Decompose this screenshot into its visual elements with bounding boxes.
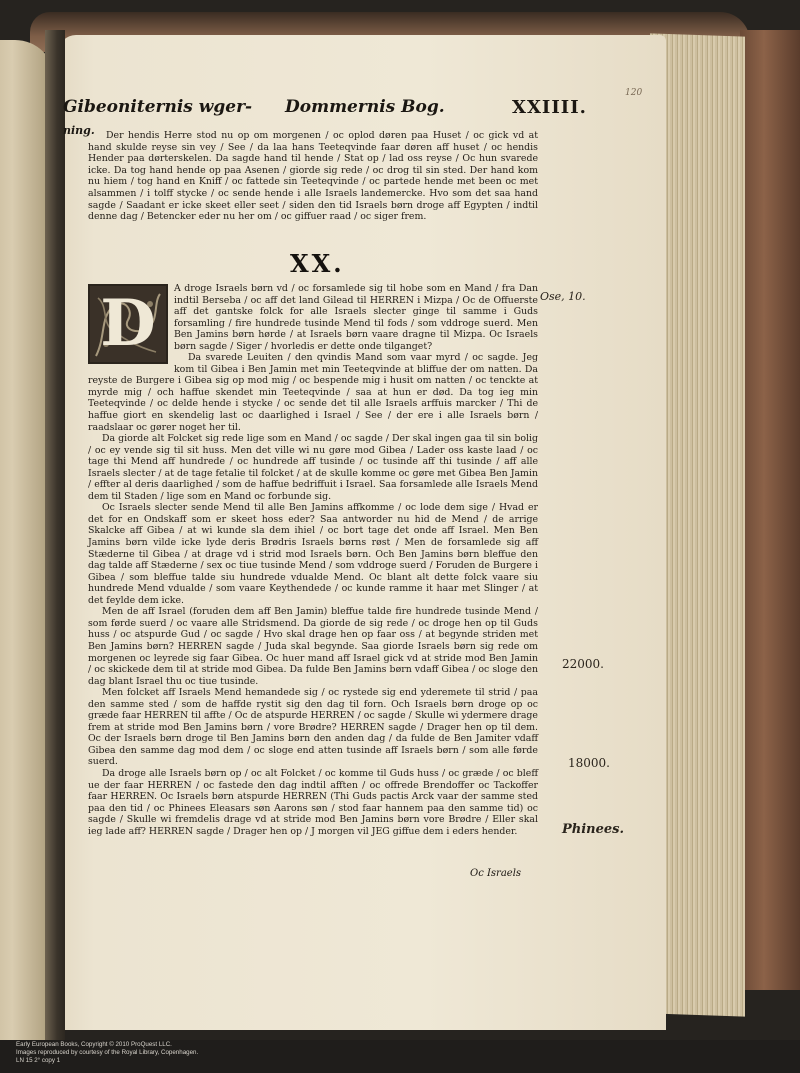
- chapter-paragraph: Oc Israels slecter sende Mend til alle Ben Jamins affkomme / oc lode dem sige / Hvad er det for en Ondskaff som er skeet hoss eder? Saa antworder nu hid de Mend / de arrige Skalcke aff Gibea / at wi kunde sla dem ihiel / oc bort tage det onde aff Israel. Men Ben Jamins børn vilde icke lyde deris Brødris Israels børns røst / Men de forsamlede sig aff Stæderne til Gibea / at drage vd i strid mod Israels børn. Och Ben Jamins børn bleffue den dag talde aff Stæderne / sex oc tiue tusinde Mend / som vddroge suerd / Foruden de Burgere i Gibea / som bleffue talde siu hundrede vdualde Mend. Oc blant alt dette folck vaare siu hundrede Mend vdualde / som vaare Keythendede / oc kunde ramme it haar met Slinger / at det feylde dem icke.: [88, 502, 538, 606]
- running-head-chapter: XXIIII.: [512, 97, 587, 118]
- drop-cap-letter: D: [100, 286, 156, 361]
- credit-line-courtesy: Images reproduced by courtesy of the Royal Library, Copenhagen.: [16, 1049, 199, 1056]
- credit-line-shelfmark: LN 15 2° copy 1: [16, 1057, 61, 1064]
- marginal-note-18000: 18000.: [568, 756, 610, 770]
- credits-footer: [0, 1040, 800, 1073]
- chapter-heading: XX.: [290, 249, 345, 278]
- marginal-note-22000: 22000.: [562, 657, 604, 671]
- folio-number: 120: [625, 88, 643, 98]
- running-head-center: Dommernis Bog.: [285, 97, 445, 117]
- catchword: Oc Israels: [470, 868, 522, 879]
- running-head-left: Gibeoniternis wger-: [63, 97, 253, 117]
- leather-cover-edge: [740, 30, 800, 990]
- chapter-paragraph: Men de aff Israel (foruden dem aff Ben Jamin) bleffue talde fire hundrede tusinde Mend / som førde suerd / oc vaare alle Stridsmend. Da giorde de sig rede / oc droge hen op til Guds huss / oc atspurde Gud / oc sagde / Hvo skal drage hen op faar oss / at begynde striden met Ben Jamins børn? HERREN sagde / Juda skal begynde. Saa giorde Israels børn sig rede om morgenen oc leyrede sig faar Gibea. Oc huer mand aff Israel gick vd at stride mod Ben Jamin / oc skickede dem til at stride mod Gibea. Da fulde Ben Jamins børn vdaff Gibea / oc sloge den dag blant Israel thu oc tiue tusinde.: [88, 606, 538, 687]
- marginal-note-reference: Ose, 10.: [540, 290, 586, 303]
- marginal-note-phinees: Phinees.: [562, 822, 625, 837]
- intro-paragraph: Der hendis Herre stod nu op om morgenen / oc oplod døren paa Huset / oc gick vd at hand skulde reyse sin vey / See / da laa hans Teeteqvinde faar døren aff huset / oc hendis Hender paa dørterskelen. Da sagde hand til hende / Stat op / lad oss reyse / Oc hun svarede icke. Da tog hand hende op paa Asenen / giorde sig rede / oc drog til sin sted. Der hand kom nu hiem / tog hand en Kniff / oc fattede sin Teeteqvinde / oc partede hende met been oc met alsammen / i tolff stycke / oc sende hende i alle Israels landemercke. Hvo som det saa hand sagde / Saadant er icke skeet eller seet / siden den tid Israels børn droge aff Egypten / indtil denne dag / Betencker eder nu her om / oc giffuer raad / oc siger frem.: [88, 130, 538, 223]
- chapter-body: [88, 283, 538, 837]
- running-head-left-continued: ning.: [63, 124, 95, 137]
- chapter-paragraph: Da droge alle Israels børn op / oc alt Folcket / oc komme til Guds huss / oc græde / oc bleff ue der faar HERREN / oc fastede den dag indtil afften / oc offrede Brendoffer oc Tackoffer faar HERREN. Oc Israels børn atspurde HERREN (Thi Guds pactis Arck vaar der samme sted paa den tid / oc Phinees Eleasars søn Aarons søn / stod faar hannem paa den samme tid) oc sagde / Skulle wi fremdelis drage vd at stride mod Ben Jamins børn vore Brødre / Eller skal ieg lade aff? HERREN sagde / Drager hen op / J morgen vil JEG giffue dem i eders hender.: [88, 767, 538, 837]
- credit-line-copyright: Early European Books, Copyright © 2010 ProQuest LLC.: [16, 1041, 172, 1048]
- chapter-paragraph: A droge Israels børn vd / oc forsamlede sig til hobe som en Mand / fra Dan indtil Berseba / oc aff det land Gilead til HERREN i Mizpa / Oc de Offuerste aff det gantske folck for alle Israels slecter ginge til samme i Guds forsamling / fire hundrede tusinde Mend til fods / som vddroge suerd. Men Ben Jamins børn hørde / at Israels børn vaare dragne til Mizpa. Oc Israels børn sagde / Siger / hvorledis er dette onde tilganget?: [88, 283, 538, 352]
- chapter-paragraph: Men folcket aff Israels Mend hemandede sig / oc rystede sig end yderemete til strid / paa den samme sted / som de haffde rystit sig den dag til forn. Och Israels børn droge op oc græde faar HERREN til affte / Oc de atspurde HERREN / oc sagde / Skulle wi ydermere drage frem at stride mod Ben Jamins børn / vore Brødre? HERREN sagde / Drager hen op til dem. Oc der Israels børn droge til Ben Jamins børn den anden dag / da fulde de Ben Jamiter vdaff Gibea den samme dag mod dem / oc sloge end atten tusinde aff Israels børn / som alle førde suerd.: [88, 687, 538, 768]
- book-gutter: [45, 30, 65, 1040]
- decorated-initial: [88, 284, 168, 364]
- chapter-paragraph: Da svarede Leuiten / den qvindis Mand som vaar myrd / oc sagde. Jeg kom til Gibea i Ben Jamin met min Teeteqvinde at bliffue der om natten. Da reyste de Burgere i Gibea sig op mod mig / oc bespende mig i husit om natten / oc tenckte at myrde mig / och haffue skendet min Teeteqvinde / saa at hun er død. Da tog ieg min Teeteqvinde / oc delde hende i stycke / oc sende det til alle Israels arffuis marcker / Thi de haffue giort en skendelig last oc daarlighed i Israel / See / der ere i alle Israels børn / raadslaar oc gører noget her til.: [88, 352, 538, 433]
- chapter-paragraph: Da giorde alt Folcket sig rede lige som en Mand / oc sagde / Der skal ingen gaa til sin bolig / oc ey vende sig til sit huss. Men det ville wi nu gøre mod Gibea / Lader oss kaste laad / oc tage thi Mend aff hundrede / oc hundrede aff tusinde / oc tusinde aff thi tusinde / aff alle Israels slecter / at de tage fetalie til folcket / at de skulle komme oc gøre met Gibea Ben Jamin / effter al deris daarlighed / som de haffue bedriffuit i Israel. Saa forsamlede alle Israels Mend dem til Staden / lige som en Mand oc forbunde sig.: [88, 433, 538, 502]
